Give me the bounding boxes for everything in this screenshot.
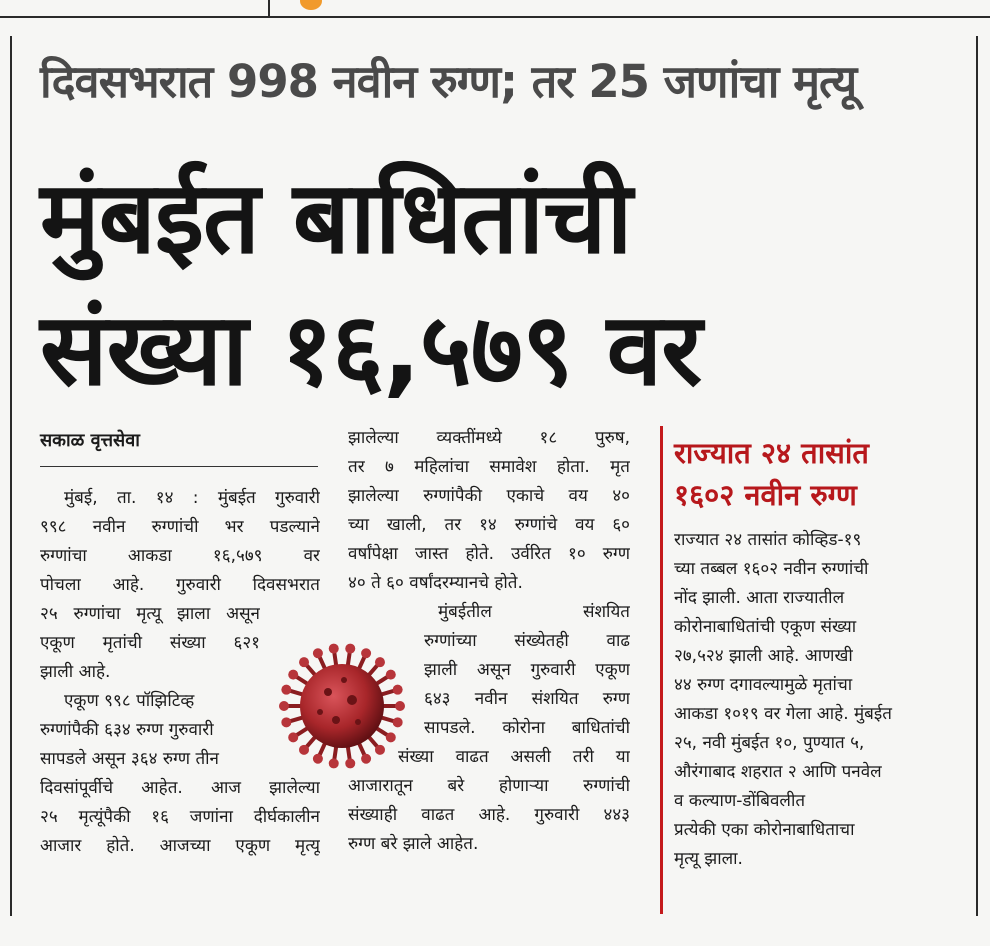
coronavirus-icon [276,640,408,772]
column2-line: वर्षांपेक्षा जास्त होते. उर्वरित १० रुग्ण [348,544,630,564]
logo-fragment [300,0,322,10]
byline-rule [40,466,318,467]
column2-line: च्या खाली, तर १४ रुग्णांचे वय ६० [348,515,630,535]
column1-line: आजार होते. आजच्या एकूण मृत्यू [40,836,320,856]
column1-line: मुंबई, ता. १४ : मुंबईत गुरुवारी [64,488,320,508]
column2-line: संख्याही वाढत आहे. गुरुवारी ४४३ [348,805,630,825]
sidebar-line: कोरोनाबाधितांची एकूण संख्या [674,617,857,637]
sidebar-line: २७,५२४ झाली आहे. आणखी [674,646,853,666]
sidebar-line: नोंद झाली. आता राज्यातील [674,588,845,608]
column1-line: एकूण ९९८ पॉझिटिव्ह [64,691,195,711]
strip-divider [268,0,270,16]
sidebar-line: प्रत्येकी एका कोरोनाबाधिताचा [674,820,855,840]
sidebar-title [674,432,964,516]
sidebar-line: औरंगाबाद शहरात २ आणि पनवेल [674,762,882,782]
kicker-headline: दिवसभरात 998 नवीन रुग्ण; तर 25 जणांचा मृत्यू [40,55,857,108]
column2-line: आजारातून बरे होणाऱ्या रुग्णांची [348,776,630,796]
column2-line: सापडले. कोरोना बाधितांची [424,718,630,738]
column1-line: पोचला आहे. गुरुवारी दिवसभरात [40,575,320,595]
column2-line: रुग्णांच्या संख्येतही वाढ [424,631,630,651]
previous-article-strip [0,0,990,18]
column1-line: रुग्णांपैकी ६३४ रुग्ण गुरुवारी [40,720,214,740]
column2-line: संख्या वाढत असली तरी या [398,747,630,767]
column1-line: ९९८ नवीन रुग्णांची भर पडल्याने [40,517,320,537]
main-headline-line2: संख्या १६,५७९ वर [40,291,702,408]
sidebar-body [674,526,964,874]
sidebar-line: आकडा १०१९ वर गेला आहे. मुंबईत [674,704,892,724]
column1-line: २५ मृत्यूंपैकी १६ जणांना दीर्घकालीन [40,807,320,827]
column2-line: झालेल्या रुग्णांपैकी एकाचे वय ४० [348,486,630,506]
column2-line: तर ७ महिलांचा समावेश होता. मृत [348,457,630,477]
right-column-rule [976,36,978,916]
sidebar-line: व कल्याण-डोंबिवलीत [674,791,806,811]
column2-line: झाली असून गुरुवारी एकूण [424,660,630,680]
sidebar-accent-rule [660,426,663,914]
column1-line: सापडले असून ३६४ रुग्ण तीन [40,749,219,769]
column2-line: झालेल्या व्यक्तींमध्ये १८ पुरुष, [348,428,630,448]
left-column-rule [10,36,12,916]
sidebar-line: च्या तब्बल १६०२ नवीन रुग्णांची [674,559,869,579]
main-headline-line1: मुंबईत बाधितांची [40,159,632,276]
column1-line: २५ रुग्णांचा मृत्यू झाला असून [40,604,260,624]
column1-line: एकूण मृतांची संख्या ६२१ [40,633,260,653]
column1-line: दिवसांपूर्वीचे आहेत. आज झालेल्या [40,778,320,798]
sidebar-line: मृत्यू झाला. [674,849,743,869]
sidebar-line: ४४ रुग्ण दगावल्यामुळे मृतांचा [674,675,853,695]
sidebar-title-line1: राज्यात २४ तासांत [674,436,869,470]
column2-line: रुग्ण बरे झाले आहेत. [348,834,479,854]
column2-line: ४० ते ६० वर्षांदरम्यानचे होते. [348,573,523,593]
sidebar-line: राज्यात २४ तासांत कोव्हिड-१९ [674,530,862,550]
byline: सकाळ वृत्तसेवा [40,430,140,451]
sidebar-line: २५, नवी मुंबईत १०, पुण्यात ५, [674,733,865,753]
column2-line: ६४३ नवीन संशयित रुग्ण [424,689,630,709]
sidebar-title-line2: १६०२ नवीन रुग्ण [674,478,857,512]
column2-line: मुंबईतील संशयित [438,602,630,622]
column1-line: रुग्णांचा आकडा १६,५७९ वर [40,546,320,566]
column1-line: झाली आहे. [40,662,111,682]
